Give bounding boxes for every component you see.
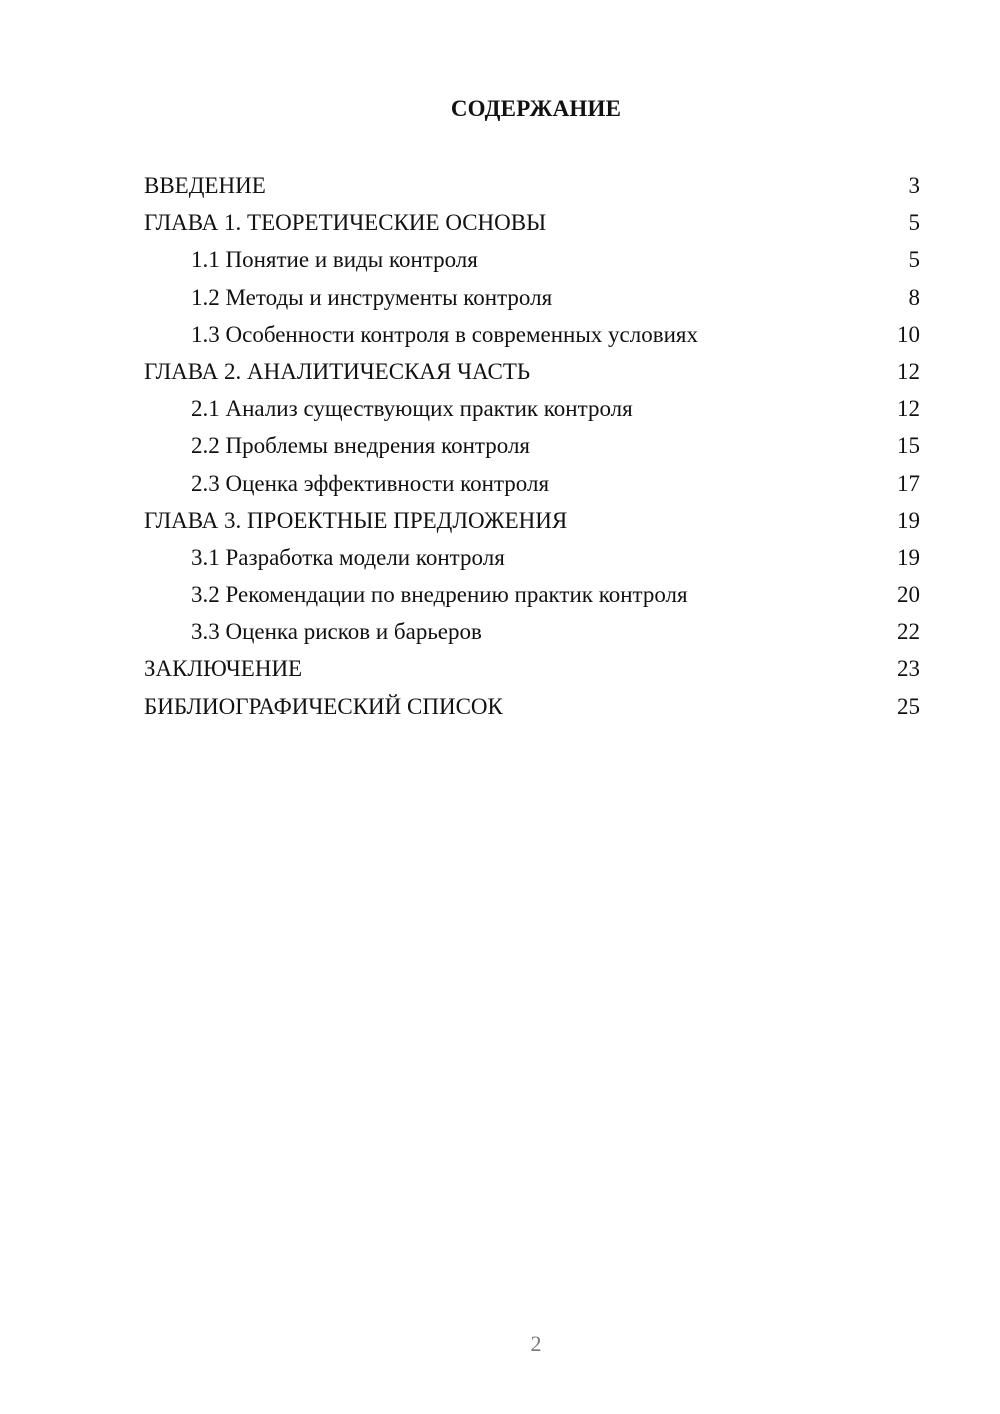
toc-entry-page: 12 [897, 396, 920, 422]
toc-entry-label: 2.1 Анализ существующих практик контроля [191, 396, 633, 422]
toc-entry-page: 3 [908, 173, 920, 198]
toc-entry [144, 650, 920, 687]
toc-entry-page: 19 [897, 507, 920, 533]
toc-entry-page: 8 [908, 284, 920, 310]
toc-entry-label: ГЛАВА 2. АНАЛИТИЧЕСКАЯ ЧАСТЬ [144, 358, 531, 384]
page-title: СОДЕРЖАНИЕ [450, 96, 622, 121]
page-number: 2 [530, 1331, 542, 1356]
toc-entry-label: 1.1 Понятие и виды контроля [191, 247, 478, 273]
toc-entry-label: ВВЕДЕНИЕ [144, 173, 266, 198]
toc-entry-page: 25 [897, 693, 920, 719]
toc-entry-page: 12 [897, 358, 920, 384]
toc-entry-label: 3.1 Разработка модели контроля [191, 544, 505, 570]
table-of-contents [144, 167, 920, 725]
toc-entry-page: 15 [897, 433, 920, 459]
toc-entry [144, 502, 920, 539]
toc-entry-page: 22 [897, 619, 920, 645]
toc-entry [144, 688, 920, 725]
toc-entry [144, 316, 920, 353]
toc-entry-label: ГЛАВА 3. ПРОЕКТНЫЕ ПРЕДЛОЖЕНИЯ [144, 507, 568, 533]
toc-entry-page: 19 [897, 544, 920, 570]
toc-entry-page: 20 [897, 582, 920, 608]
toc-entry [144, 241, 920, 278]
toc-entry [144, 613, 920, 650]
toc-entry [144, 390, 920, 427]
toc-entry-page: 10 [897, 321, 920, 347]
toc-entry [144, 279, 920, 316]
toc-entry [144, 167, 920, 204]
toc-entry-page: 5 [908, 247, 920, 273]
toc-entry [144, 204, 920, 241]
toc-entry-label: 1.2 Методы и инструменты контроля [191, 284, 553, 310]
toc-entry [144, 576, 920, 613]
toc-entry [144, 353, 920, 390]
toc-entry-label: 2.3 Оценка эффективности контроля [191, 470, 550, 496]
toc-entry [144, 465, 920, 502]
toc-entry-page: 5 [908, 210, 920, 236]
toc-entry [144, 539, 920, 576]
toc-entry-label: 2.2 Проблемы внедрения контроля [191, 433, 531, 459]
toc-entry [144, 427, 920, 464]
toc-entry-label: БИБЛИОГРАФИЧЕСКИЙ СПИСОК [144, 693, 503, 719]
toc-entry-page: 23 [897, 656, 920, 682]
toc-entry-label: ГЛАВА 1. ТЕОРЕТИЧЕСКИЕ ОСНОВЫ [144, 210, 547, 236]
toc-entry-label: ЗАКЛЮЧЕНИЕ [144, 656, 303, 682]
toc-entry-label: 3.2 Рекомендации по внедрению практик контроля [191, 582, 688, 608]
toc-entry-label: 1.3 Особенности контроля в современных условиях [191, 321, 698, 347]
toc-entry-page: 17 [897, 470, 920, 496]
toc-entry-label: 3.3 Оценка рисков и барьеров [191, 619, 482, 645]
